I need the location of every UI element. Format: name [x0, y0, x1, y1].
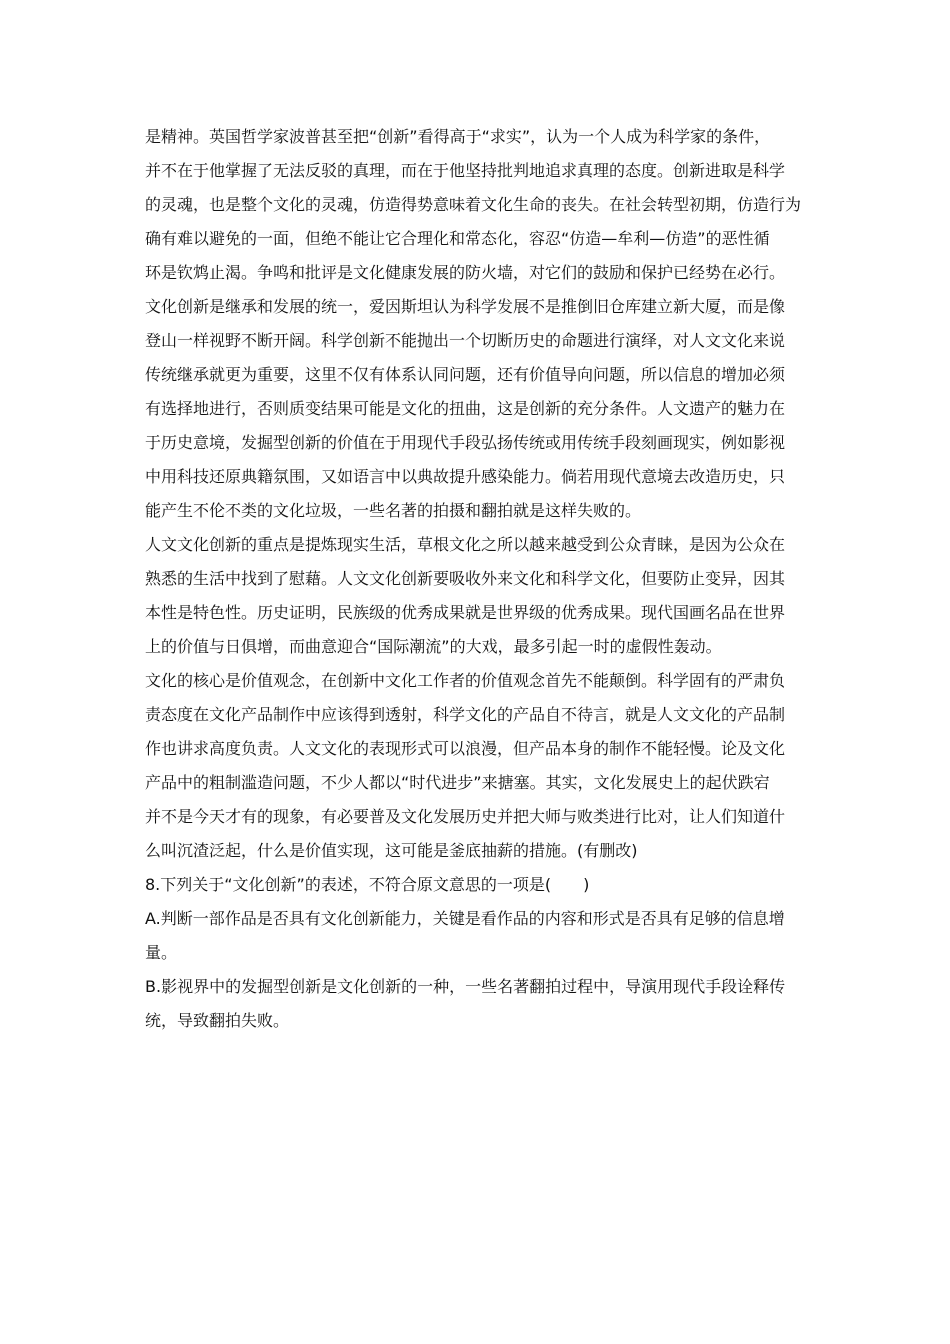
- question-stem: 8.下列关于“文化创新”的表述，不符合原文意思的一项是( ): [145, 875, 590, 894]
- paragraph-line: 人文文化创新的重点是提炼现实生活，草根文化之所以越来越受到公众青睐，是因为公众在: [145, 535, 786, 554]
- paragraph-line: 熟悉的生活中找到了慰藉。人文文化创新要吸收外来文化和科学文化，但要防止变异，因其: [145, 569, 786, 588]
- paragraph-line: 并不在于他掌握了无法反驳的真理，而在于他坚持批判地追求真理的态度。创新进取是科学: [145, 161, 786, 180]
- paragraph-line: 有选择地进行，否则质变结果可能是文化的扭曲，这是创新的充分条件。人文遗产的魅力在: [145, 399, 786, 418]
- paragraph-line: 的灵魂，也是整个文化的灵魂，仿造得势意味着文化生命的丧失。在社会转型初期，仿造行为: [145, 195, 802, 214]
- option-a-line: 量。: [145, 943, 178, 962]
- paragraph-line: 产品中的粗制滥造问题，不少人都以“时代进步”来搪塞。其实，文化发展史上的起伏跌宕: [145, 773, 770, 792]
- paragraph-line: 本性是特色性。历史证明，民族级的优秀成果就是世界级的优秀成果。现代国画名品在世界: [145, 603, 786, 622]
- paragraph-line: 确有难以避免的一面，但绝不能让它合理化和常态化，容忍“仿造—牟利—仿造”的恶性循: [145, 229, 770, 248]
- paragraph-line: 作也讲求高度负责。人文文化的表现形式可以浪漫，但产品本身的制作不能轻慢。论及文化: [145, 739, 786, 758]
- paragraph-line: 环是钦鸩止渴。争鸣和批评是文化健康发展的防火墙，对它们的鼓励和保护已经势在必行。: [145, 263, 786, 282]
- paragraph-line: 是精神。英国哲学家波普甚至把“创新”看得高于“求实”，认为一个人成为科学家的条件，: [145, 127, 771, 146]
- paragraph-line: 么叫沉渣泛起，什么是价值实现，这可能是釜底抽薪的措施。(有删改): [145, 841, 638, 860]
- paragraph-line: 于历史意境，发掘型创新的价值在于用现代手段弘扬传统或用传统手段刻画现实，例如影视: [145, 433, 786, 452]
- option-a-line: A.判断一部作品是否具有文化创新能力，关键是看作品的内容和形式是否具有足够的信息增: [145, 909, 785, 928]
- paragraph-line: 登山一样视野不断开阔。科学创新不能抛出一个切断历史的命题进行演绎，对人文文化来说: [145, 331, 786, 350]
- paragraph-line: 能产生不伦不类的文化垃圾，一些名著的拍摄和翻拍就是这样失败的。: [145, 501, 642, 520]
- article-text: [145, 120, 815, 1038]
- paragraph-line: 文化创新是继承和发展的统一，爱因斯坦认为科学发展不是推倒旧仓库建立新大厦，而是像: [145, 297, 786, 316]
- paragraph-line: 上的价值与日俱增，而曲意迎合“国际潮流”的大戏，最多引起一时的虚假性轰动。: [145, 637, 722, 656]
- paragraph-line: 传统继承就更为重要，这里不仅有体系认同问题，还有价值导向问题，所以信息的增加必须: [145, 365, 786, 384]
- paragraph-line: 责态度在文化产品制作中应该得到透射，科学文化的产品自不待言，就是人文文化的产品制: [145, 705, 786, 724]
- option-b-line: B.影视界中的发掘型创新是文化创新的一种，一些名著翻拍过程中，导演用现代手段诠释传: [145, 977, 786, 996]
- paragraph-line: 文化的核心是价值观念，在创新中文化工作者的价值观念首先不能颠倒。科学固有的严肃负: [145, 671, 786, 690]
- option-b-line: 统，导致翻拍失败。: [145, 1011, 290, 1030]
- paragraph-line: 中用科技还原典籍氛围，又如语言中以典故提升感染能力。倘若用现代意境去改造历史，只: [145, 467, 786, 486]
- paragraph-line: 并不是今天才有的现象，有必要普及文化发展历史并把大师与败类进行比对，让人们知道什: [145, 807, 786, 826]
